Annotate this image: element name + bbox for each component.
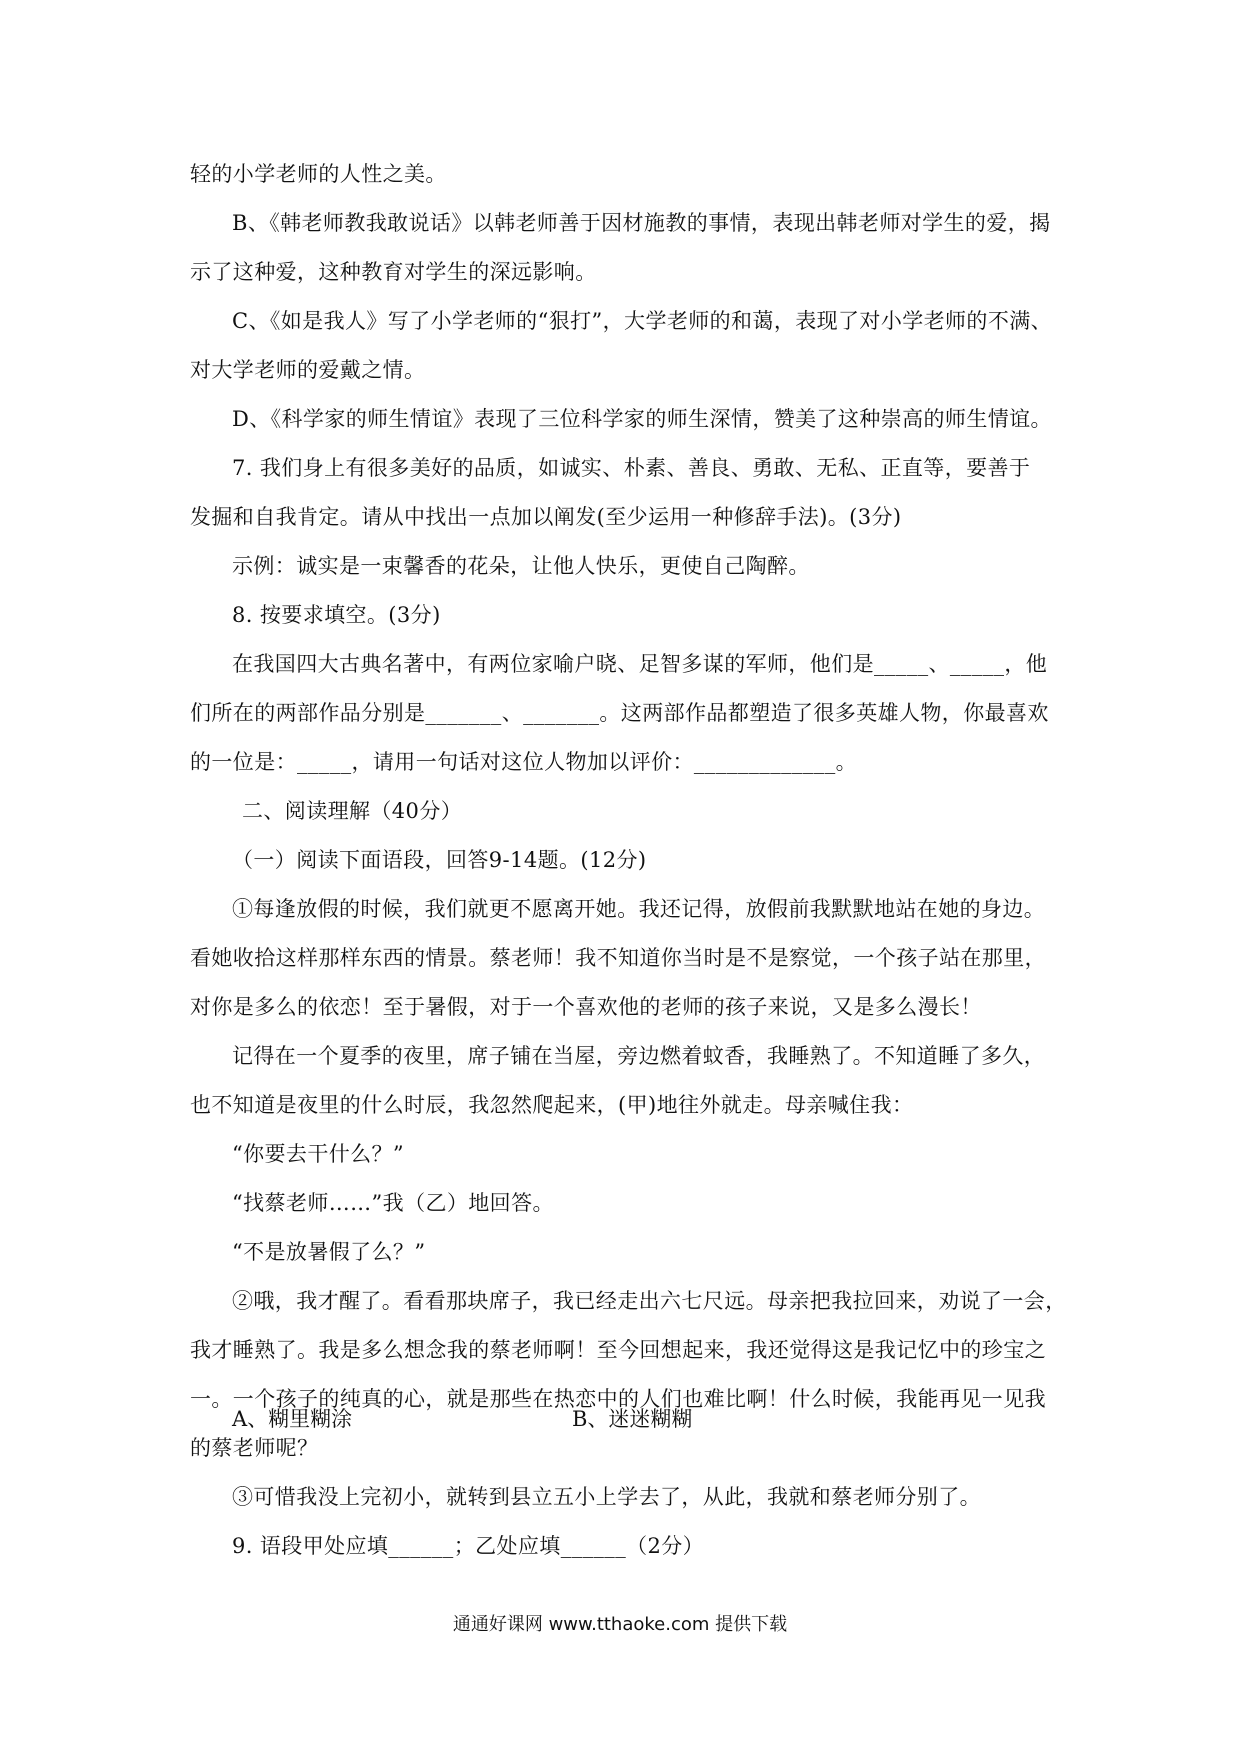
text-line: 示了这种爱，这种教育对学生的深远影响。 bbox=[190, 260, 597, 284]
page-footer: 通通好课网 www.tthaoke.com 提供下载 bbox=[452, 1614, 788, 1635]
text-line: 看她收拾这样那样东西的情景。蔡老师！我不知道你当时是不是察觉，一个孩子站在那里， bbox=[190, 946, 1046, 970]
option-b: B、迷迷糊糊 bbox=[572, 1407, 693, 1431]
text-line: B、《韩老师教我敢说话》以韩老师善于因材施教的事情，表现出韩老师对学生的爱，揭 bbox=[232, 211, 1051, 235]
text-line: 也不知道是夜里的什么时辰，我忽然爬起来，(甲)地往外就走。母亲喊住我： bbox=[190, 1093, 914, 1117]
text-line: 记得在一个夏季的夜里，席子铺在当屋，旁边燃着蚊香，我睡熟了。不知道睡了多久， bbox=[232, 1044, 1046, 1068]
text-line: 对大学老师的爱戴之情。 bbox=[190, 358, 426, 382]
text-line: ①每逢放假的时候，我们就更不愿离开她。我还记得，放假前我默默地站在她的身边。 bbox=[232, 897, 1046, 921]
text-line: 示例：诚实是一束馨香的花朵，让他人快乐，更使自己陶醉。 bbox=[232, 554, 810, 578]
text-line: 们所在的两部作品分别是_______、_______。这两部作品都塑造了很多英雄人物，你最喜欢 bbox=[190, 701, 1049, 725]
text-line: 发掘和自我肯定。请从中找出一点加以阐发(至少运用一种修辞手法)。(3分) bbox=[190, 505, 902, 529]
text-line: 一。一个孩子的纯真的心，就是那些在热恋中的人们也难比啊！什么时候，我能再见一见我 bbox=[190, 1387, 1046, 1411]
text-line: 我才睡熟了。我是多么想念我的蔡老师啊！至今回想起来，我还觉得这是我记忆中的珍宝之 bbox=[190, 1338, 1046, 1362]
text-line: “找蔡老师……”我（乙）地回答。 bbox=[232, 1191, 554, 1215]
text-line: 轻的小学老师的人性之美。 bbox=[190, 162, 447, 186]
text-line: “不是放暑假了么？” bbox=[232, 1240, 426, 1264]
text-line: 8. 按要求填空。(3分) bbox=[232, 603, 441, 627]
text-line: ②哦，我才醒了。看看那块席子，我已经走出六七尺远。母亲把我拉回来，劝说了一会， bbox=[232, 1289, 1067, 1313]
text-line: C、《如是我人》写了小学老师的“狠打”，大学老师的和蔼，表现了对小学老师的不满、 bbox=[232, 309, 1053, 333]
text-line: 在我国四大古典名著中，有两位家喻户晓、足智多谋的军师，他们是_____、_____，他 bbox=[232, 652, 1048, 676]
answer-options bbox=[190, 1395, 692, 1444]
document-body bbox=[190, 150, 1067, 1571]
text-line: 的蔡老师呢？ bbox=[190, 1436, 319, 1460]
text-line: 7. 我们身上有很多美好的品质，如诚实、朴素、善良、勇敢、无私、正直等，要善于 bbox=[232, 456, 1031, 480]
option-a: A、糊里糊涂 bbox=[232, 1407, 353, 1431]
text-line: 二、阅读理解（40分） bbox=[242, 799, 463, 823]
text-line: ③可惜我没上完初小，就转到县立五小上学去了，从此，我就和蔡老师分别了。 bbox=[232, 1485, 981, 1509]
text-line: D、《科学家的师生情谊》表现了三位科学家的师生深情，赞美了这种崇高的师生情谊。 bbox=[232, 407, 1052, 431]
text-line: 的一位是：_____，请用一句话对这位人物加以评价：_____________。 bbox=[190, 750, 857, 774]
text-line: （一）阅读下面语段，回答9-14题。(12分) bbox=[232, 848, 647, 872]
text-line: “你要去干什么？” bbox=[232, 1142, 405, 1166]
text-line: 9. 语段甲处应填______；乙处应填______（2分） bbox=[232, 1534, 705, 1558]
text-line: 对你是多么的依恋！至于暑假，对于一个喜欢他的老师的孩子来说，又是多么漫长！ bbox=[190, 995, 982, 1019]
